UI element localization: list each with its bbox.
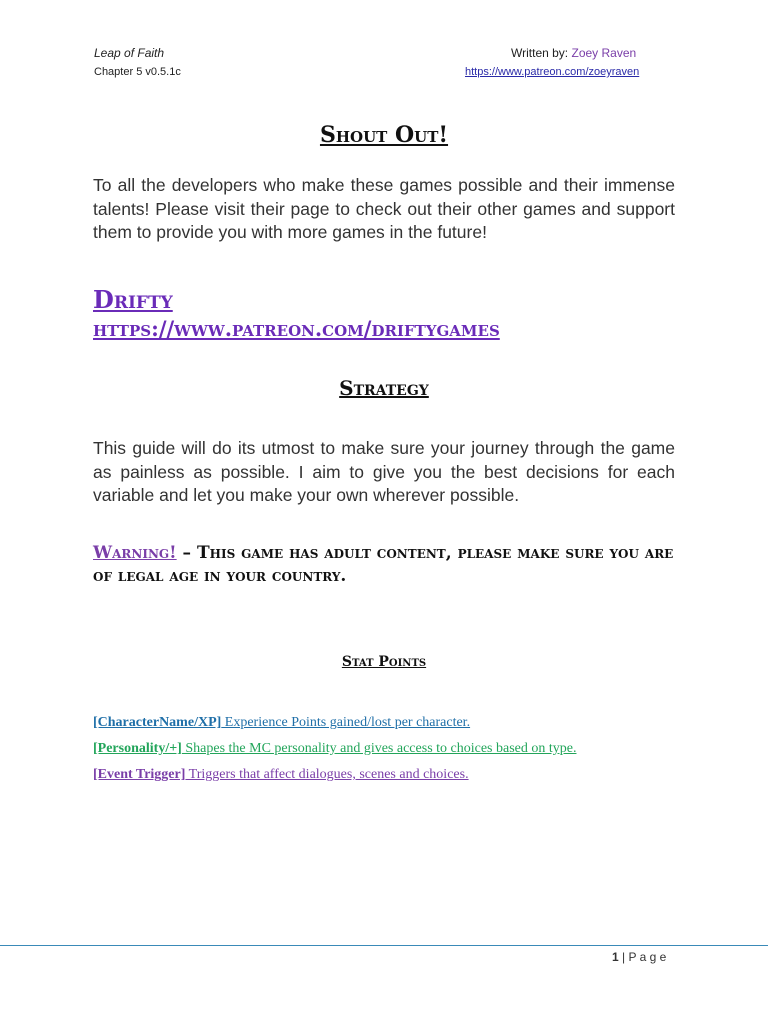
strategy-text: This guide will do its utmost to make sure your journey through the game as painless as possible. I aim to give you the best decisions for each variable and let you make your own wherever possible. [93,438,675,505]
footer-divider [0,945,768,946]
developer-name[interactable]: Drifty [93,285,173,314]
written-by-label: Written by: [511,46,569,60]
stat-item-xp [93,715,470,731]
shout-out-heading: Shout Out! [319,122,449,148]
stat-item-event [93,767,469,783]
author-line [511,46,636,60]
author-link[interactable]: https://www.patreon.com/zoeyraven [465,66,640,78]
stat-desc: Triggers that affect dialogues, scenes and choices. [185,767,469,782]
page-label: | P a g e [622,950,667,964]
warning-label: Warning! [93,543,177,563]
warning-text: – This game has adult content, please make sure you are of legal age in your country. [93,543,674,586]
author-name: Zoey Raven [571,46,637,60]
shout-out-text: To all the developers who make these games possible and their immense talents! Please visit their page to check out their other games and support them to provide you with more games in the future! [93,175,675,242]
stat-item-personality [93,741,576,757]
doc-title: Leap of Faith [94,46,165,60]
developer-link[interactable]: https://www.patreon.com/driftygames [93,316,500,341]
stat-points-heading: Stat Points [341,654,427,670]
warning [93,542,693,588]
stat-tag: [Event Trigger] [93,767,186,782]
stat-desc: Experience Points gained/lost per character. [221,715,471,730]
page-footer [612,950,666,964]
stat-tag: [Personality/+] [93,741,182,756]
strategy-heading: Strategy [339,376,429,400]
chapter-version: Chapter 5 v0.5.1c [94,66,181,78]
page-number: 1 [612,950,619,964]
stat-desc: Shapes the MC personality and gives access to choices based on type. [181,741,577,756]
stat-tag: [CharacterName/XP] [93,715,222,730]
